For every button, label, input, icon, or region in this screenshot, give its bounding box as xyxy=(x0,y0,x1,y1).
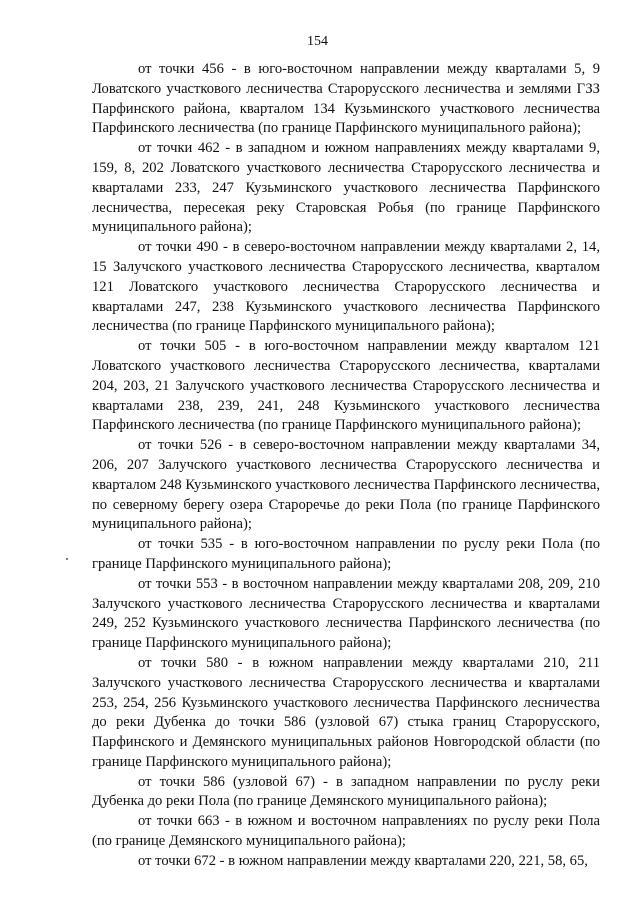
paragraph-point-505: от точки 505 - в юго-восточном направлении между кварталом 121 Ловатского участкового лесничества Старорусского лесничества, кварталами 204, 203, 21 Залучского участкового лесничества Старорусского лесничества и кварталами 238, 239, 241, 248 Кузьминского участкового лесничества Парфинского лесничества (по границе Парфинского муниципального района); xyxy=(92,338,600,434)
paragraph-point-462: от точки 462 - в западном и южном направлениях между кварталами 9, 159, 8, 202 Ловатского участкового лесничества Старорусского лесничества и кварталами 233, 247 Кузьминского участкового лесничества Парфинского лесничества, пересекая реку Старовская Робья (по границе Парфинского муниципального района); xyxy=(92,140,600,236)
paragraph-point-580: от точки 580 - в южном направлении между кварталами 210, 211 Залучского участкового лесничества Старорусского лесничества и кварталами 253, 254, 256 Кузьминского участкового лесничества Парфинского лесничества до реки Дубенка до точки 586 (узловой 67) стыка границ Старорусского, Парфинского и Демянского муниципальных районов Новгородской области (по границе Парфинского муниципального района); xyxy=(92,654,600,770)
paragraph-point-663: от точки 663 - в южном и восточном направлениях по руслу реки Пола (по границе Демянского муниципального района); xyxy=(92,813,600,850)
paragraph-point-526: от точки 526 - в северо-восточном направлении между кварталами 34, 206, 207 Залучского участкового лесничества Старорусского лесничества и кварталом 248 Кузьминского участкового лесничества Парфинского лесничества, по северному берегу озера Староречье до реки Пола (по границе Парфинского муниципального района); xyxy=(92,437,600,533)
paragraph-point-672: от точки 672 - в южном направлении между кварталами 220, 221, 58, 65, xyxy=(138,852,588,869)
scan-speck xyxy=(66,558,68,560)
paragraph-point-490: от точки 490 - в северо-восточном направлении между кварталами 2, 14, 15 Залучского участкового лесничества Старорусского лесничества, кварталом 121 Ловатского участкового лесничества Старорусского лесничества и кварталами 247, 238 Кузьминского участкового лесничества Парфинского лесничества (по границе Парфинского муниципального района); xyxy=(92,239,600,335)
paragraph-point-535: от точки 535 - в юго-восточном направлении по руслу реки Пола (по границе Парфинского муниципального района); xyxy=(92,536,600,572)
page-number: 154 xyxy=(307,34,328,49)
paragraph-point-456: от точки 456 - в юго-восточном направлении между кварталами 5, 9 Ловатского участкового лесничества Старорусского лесничества и землями ГЗЗ Парфинского района, кварталом 134 Кузьминского участкового лесничества Парфинского лесничества (по границе Парфинского муниципального района); xyxy=(92,61,600,137)
paragraph-point-553: от точки 553 - в восточном направлении между кварталами 208, 209, 210 Залучского участкового лесничества Старорусского лесничества и кварталами 249, 252 Кузьминского участкового лесничества Парфинского лесничества (по границе Парфинского муниципального района); xyxy=(92,575,600,652)
paragraph-point-586: от точки 586 (узловой 67) - в западном направлении по руслу реки Дубенка до реки Пола (по границе Демянского муниципального района); xyxy=(92,773,600,810)
document-body xyxy=(92,60,600,872)
